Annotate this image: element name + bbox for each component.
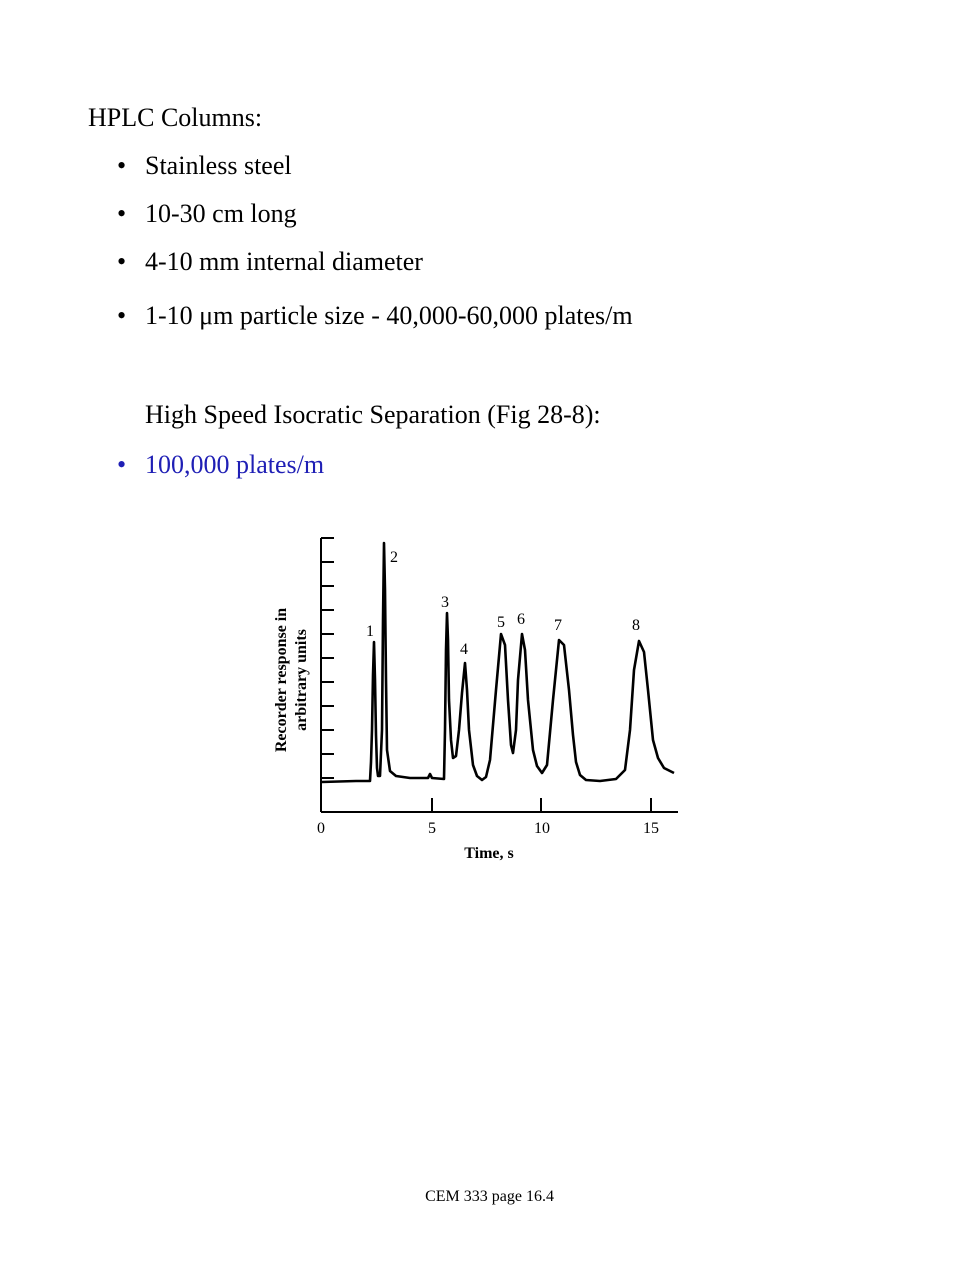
- y-axis-label-line2: arbitrary units: [293, 629, 310, 731]
- bullet-item: [117, 301, 633, 331]
- peak-label: 8: [632, 617, 640, 634]
- x-tick-label: 0: [317, 820, 325, 837]
- peak-label: 1: [366, 623, 374, 640]
- x-tick-label: 5: [428, 820, 436, 837]
- x-axis: [321, 798, 678, 812]
- bullet-item: [117, 151, 292, 181]
- peak-label: 4: [460, 641, 468, 658]
- x-tick-labels: [317, 820, 659, 837]
- y-axis-label: [273, 608, 310, 752]
- bullet-text: 1-10 μm particle size - 40,000-60,000 plates/m: [145, 301, 633, 330]
- peak-label: 6: [517, 611, 525, 628]
- peak-label: 2: [390, 549, 398, 566]
- peak-label: 3: [441, 594, 449, 611]
- bullet-text: Stainless steel: [145, 151, 292, 180]
- x-tick-label: 10: [534, 820, 550, 837]
- bullet-item: [117, 247, 423, 277]
- peak-label: 5: [497, 614, 505, 631]
- bullet-symbol: •: [117, 151, 127, 180]
- bullet-symbol: •: [117, 247, 127, 276]
- peak-label: 7: [554, 617, 562, 634]
- x-tick-label: 15: [643, 820, 659, 837]
- y-axis: [321, 538, 334, 812]
- chromatogram-trace: [322, 543, 674, 782]
- bullet-symbol: •: [117, 450, 127, 479]
- page-footer: CEM 333 page 16.4: [425, 1188, 554, 1205]
- bullet-item: [117, 199, 297, 229]
- bullet-text: 10-30 cm long: [145, 199, 297, 228]
- y-axis-label-line1: Recorder response in: [273, 607, 290, 753]
- bullet-text: 4-10 mm internal diameter: [145, 247, 423, 276]
- subheading: High Speed Isocratic Separation (Fig 28-8):: [145, 400, 601, 429]
- page-heading: HPLC Columns:: [88, 103, 263, 132]
- highlight-bullet-item: [117, 450, 324, 480]
- highlight-bullet-text: 100,000 plates/m: [145, 450, 325, 479]
- bullet-symbol: •: [117, 199, 127, 228]
- bullet-symbol: •: [117, 301, 127, 330]
- x-axis-label: Time, s: [464, 845, 514, 862]
- chromatogram-figure: [260, 530, 690, 870]
